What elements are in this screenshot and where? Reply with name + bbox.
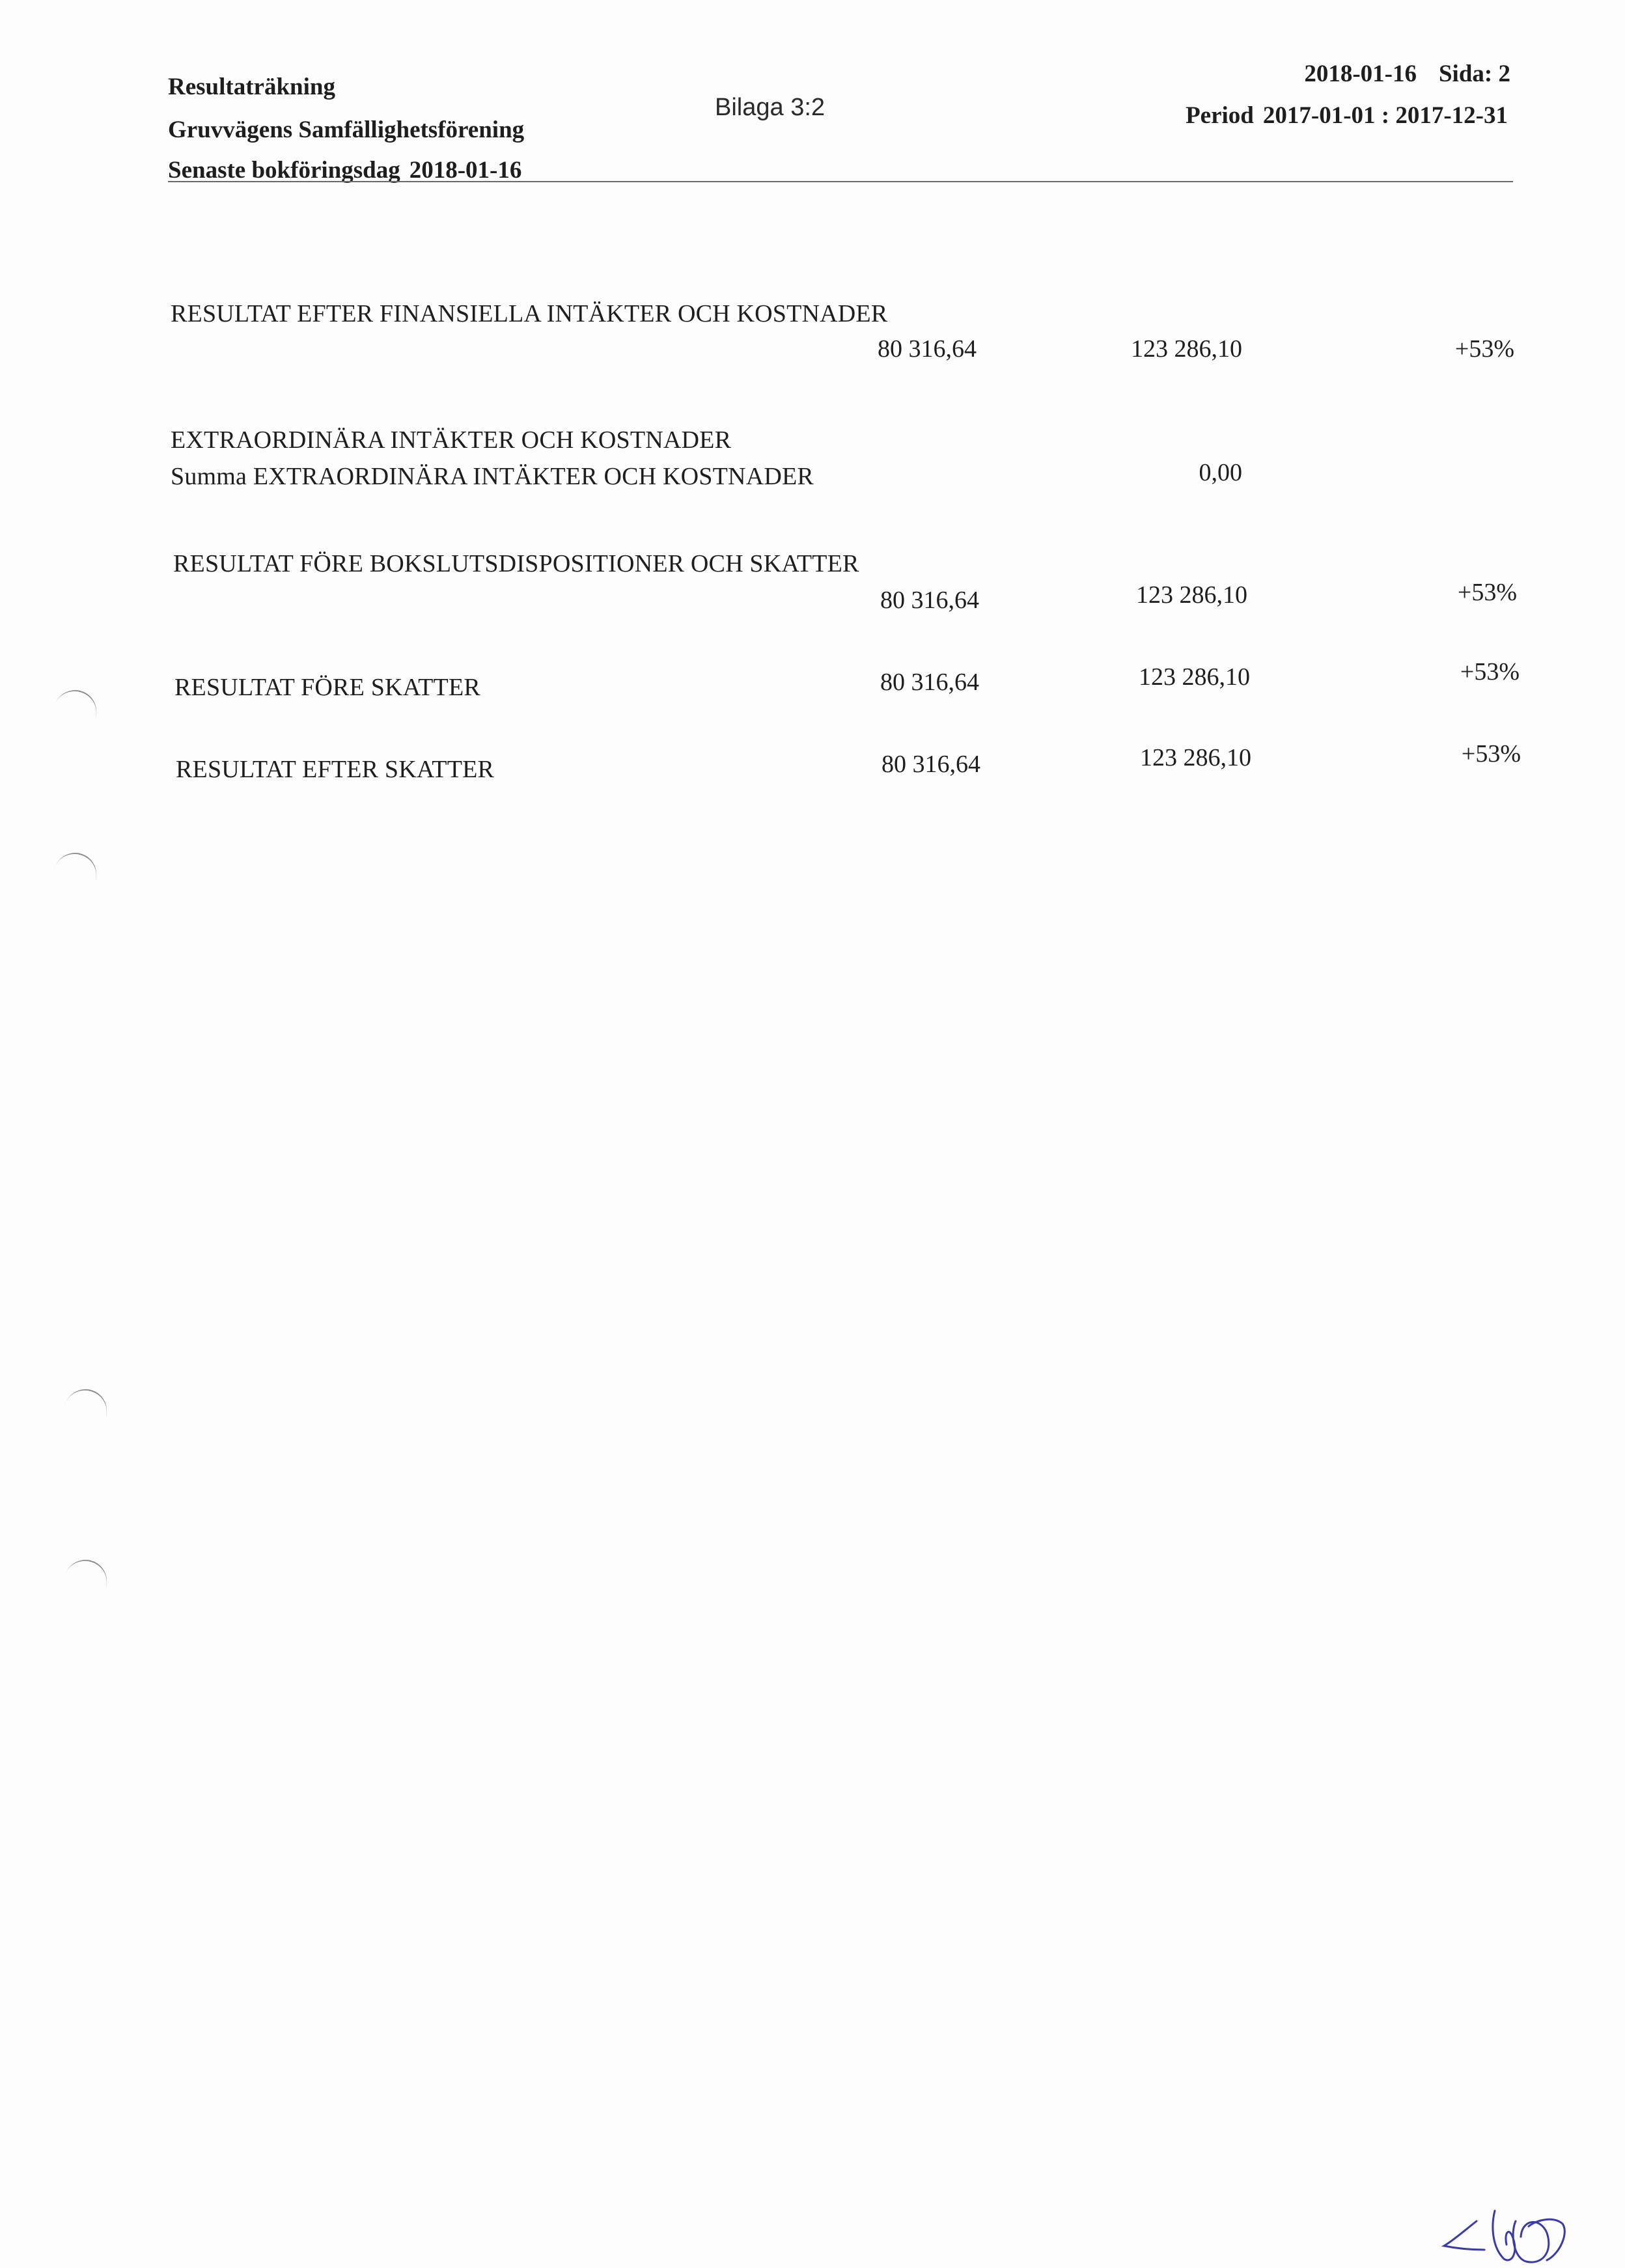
row-previous-result-before-appropriations: 123 286,10	[1136, 581, 1247, 609]
row-previous-result-after-tax: 123 286,10	[1140, 744, 1251, 771]
header-divider	[168, 181, 1513, 182]
punch-hole-mark	[58, 1554, 113, 1609]
row-change-result-before-appropriations: +53%	[1457, 579, 1517, 606]
section-heading-extraordinary: EXTRAORDINÄRA INTÄKTER OCH KOSTNADER	[171, 426, 732, 454]
report-title: Resultaträkning	[168, 74, 335, 100]
organization-name: Gruvvägens Samfällighetsförening	[168, 117, 525, 143]
row-previous-result-after-financial: 123 286,10	[1131, 335, 1242, 363]
handwritten-initials-icon	[1439, 2207, 1566, 2265]
row-label-result-before-appropriations: RESULTAT FÖRE BOKSLUTSDISPOSITIONER OCH SKATTER	[173, 550, 859, 577]
last-booking-date: 2018-01-16	[409, 157, 522, 184]
row-change-result-after-tax: +53%	[1461, 740, 1521, 768]
row-current-result-before-tax: 80 316,64	[880, 669, 979, 696]
row-current-result-after-tax: 80 316,64	[882, 751, 980, 778]
row-previous-result-before-tax: 123 286,10	[1139, 663, 1250, 691]
row-label-sum-extraordinary: Summa EXTRAORDINÄRA INTÄKTER OCH KOSTNADER	[171, 463, 814, 490]
row-label-result-before-tax: RESULTAT FÖRE SKATTER	[174, 674, 480, 701]
punch-hole-mark	[58, 1383, 113, 1439]
row-label-result-after-tax: RESULTAT EFTER SKATTER	[176, 756, 495, 783]
attachment-label: Bilaga 3:2	[715, 94, 826, 121]
print-date: 2018-01-16	[1304, 61, 1417, 87]
row-current-result-before-appropriations: 80 316,64	[880, 587, 979, 614]
punch-hole-mark	[48, 684, 102, 740]
last-booking-date-line	[168, 156, 521, 184]
row-change-result-before-tax: +53%	[1460, 658, 1520, 685]
page-number: Sida: 2	[1438, 61, 1510, 87]
punch-hole-mark	[48, 847, 102, 902]
period-value: 2017-01-01 : 2017-12-31	[1262, 102, 1508, 129]
row-label-result-after-financial: RESULTAT EFTER FINANSIELLA INTÄKTER OCH KOSTNADER	[171, 300, 888, 327]
period-label: Period	[1186, 102, 1254, 129]
print-date-page-line	[1304, 60, 1510, 88]
row-change-result-after-financial: +53%	[1454, 335, 1514, 363]
row-current-result-after-financial: 80 316,64	[878, 335, 977, 363]
last-booking-label: Senaste bokföringsdag	[168, 157, 400, 184]
row-previous-sum-extraordinary: 0,00	[1199, 459, 1242, 486]
period-line	[1186, 102, 1508, 130]
